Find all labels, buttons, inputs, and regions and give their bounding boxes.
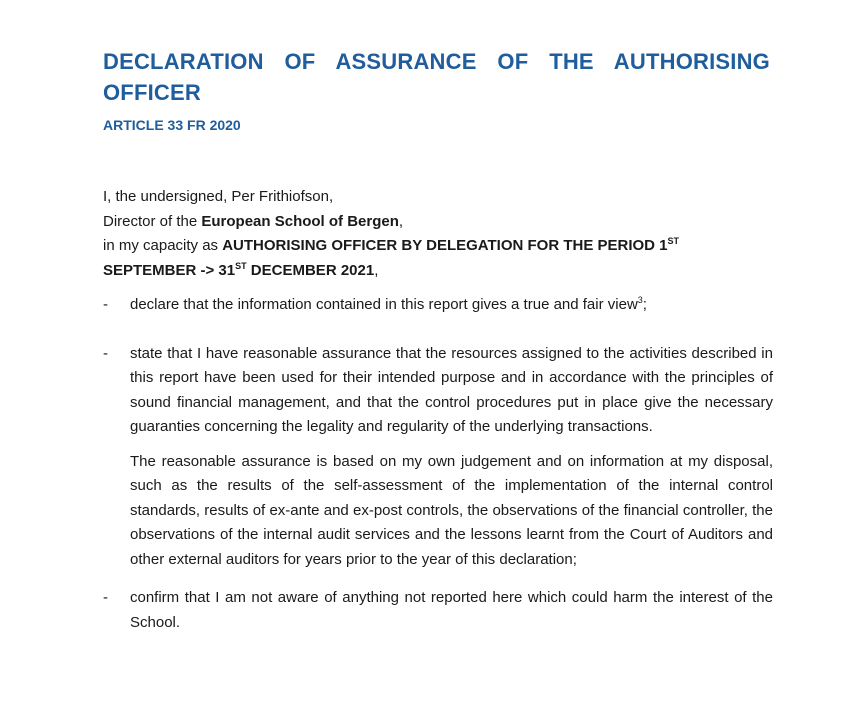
declaration-title <box>103 46 770 108</box>
director-suffix: , <box>398 212 404 230</box>
director-line <box>103 210 773 235</box>
title-line-2: OFFICER <box>103 80 201 105</box>
intro-block <box>103 185 773 283</box>
list-item-text: state that I have reasonable assurance that the resources assigned to the activities described in this report have been used for their intended purpose and in accordance with the principles of sound financial management, and that the control procedures put in place give the necessary guaranties concerning the legality and regularity of the underlying transactions. <box>130 344 773 435</box>
article-subtitle: ARTICLE 33 FR 2020 <box>103 117 241 133</box>
role-sup-2: ST <box>235 260 247 271</box>
role-sup-1: ST <box>667 236 680 246</box>
assurance-basis-text: The reasonable assurance is based on my own judgement and on information at my disposal, such as the results of the self-assessment of the implementation of the internal control standards, results of ex-ante and ex-post controls, the observations of the financial controller, the observations of the internal audit services and the lessons learnt from the Court of Auditors and other external auditors for years prior to the year of this declaration; <box>130 452 773 568</box>
bullet-dash: - <box>103 296 108 313</box>
period-suffix: , <box>374 261 379 279</box>
capacity-prefix: in my capacity as <box>103 237 223 254</box>
declare-text: declare that the information contained in this report gives a true and fair view <box>130 296 638 313</box>
bullet-dash: - <box>103 589 108 606</box>
list-item-text: confirm that I am not aware of anything not reported here which could harm the interest of the School. <box>130 589 773 631</box>
list-item-text <box>130 293 773 318</box>
role-text-3: DECEMBER 2021 <box>246 261 375 279</box>
undersigned-line: I, the undersigned, Per Frithiofson, <box>103 188 334 205</box>
role-text-1: AUTHORISING OFFICER BY DELEGATION FOR THE PERIOD 1 <box>222 237 668 254</box>
declare-end: ; <box>642 296 647 313</box>
capacity-line <box>103 234 773 259</box>
title-line-1: DECLARATION OF ASSURANCE OF THE AUTHORISING <box>103 49 770 74</box>
list-item <box>103 342 773 573</box>
school-name: European School of Bergen <box>201 212 399 230</box>
declaration-list <box>103 293 773 635</box>
list-item <box>103 293 773 318</box>
director-prefix: Director of the <box>103 212 202 230</box>
period-line <box>103 259 773 284</box>
role-text-2: SEPTEMBER -> 31 <box>103 261 236 279</box>
bullet-dash: - <box>103 344 108 362</box>
list-item <box>103 586 773 635</box>
footnote-ref: 3 <box>637 295 643 305</box>
